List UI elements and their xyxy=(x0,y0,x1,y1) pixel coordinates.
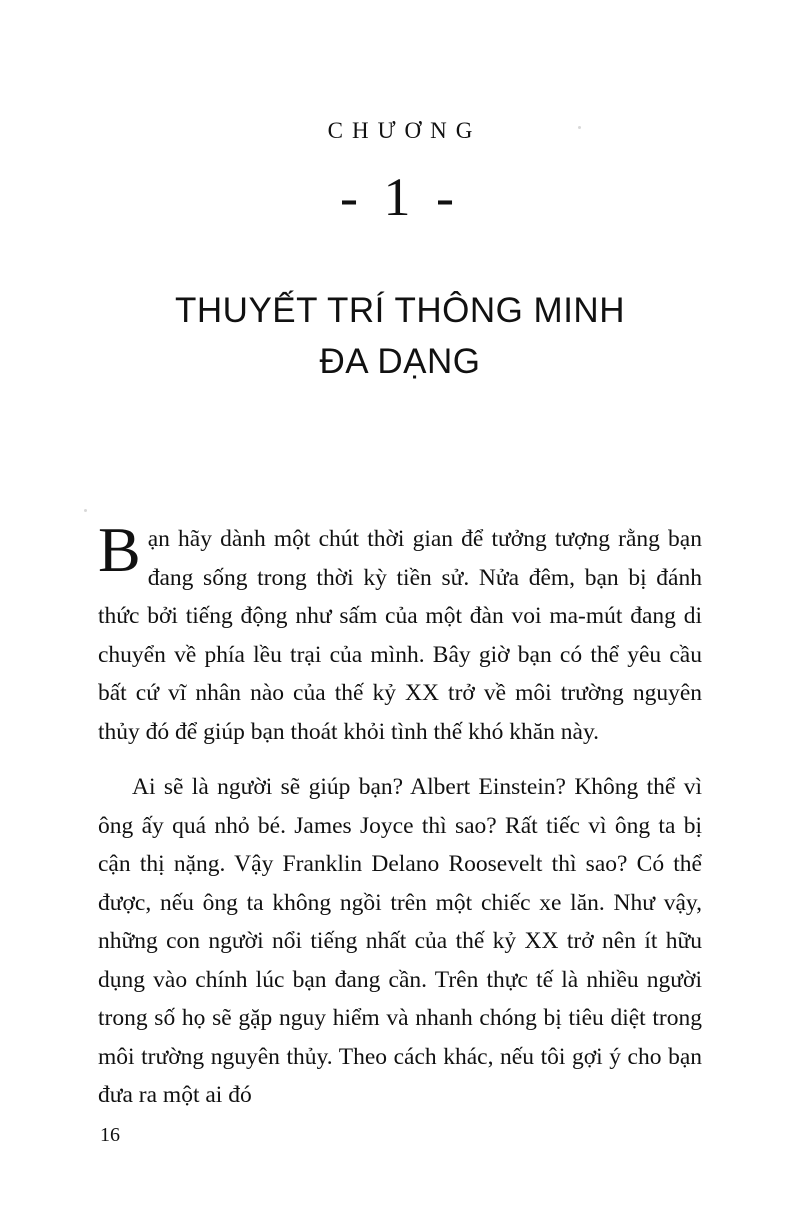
paragraph-first-text: ạn hãy dành một chút thời gian để tưởng tượng rằng bạn đang sống trong thời kỳ tiền sử. Nửa đêm, bạn bị đánh thức bởi tiếng động như sấm của một đàn voi ma-mút đang di chuyển về phía lều trại của mình. Bây giờ bạn có thể yêu cầu bất cứ vĩ nhân nào của thế kỷ XX trở về môi trường nguyên thủy đó để giúp bạn thoát khỏi tình thế khó khăn này. xyxy=(98,526,702,745)
page-number: 16 xyxy=(100,1124,120,1146)
chapter-title-line-1: THUYẾT TRÍ THÔNG MINH xyxy=(175,291,625,330)
chapter-number: - 1 - xyxy=(340,167,460,227)
paragraph-first xyxy=(98,514,702,751)
paragraph-second: Ai sẽ là người sẽ giúp bạn? Albert Einstein? Không thể vì ông ấy quá nhỏ bé. James Joyce thì sao? Rất tiếc vì ông ta bị cận thị nặng. Vậy Franklin Delano Roosevelt thì sao? Có thể được, nếu ông ta không ngồi trên một chiếc xe lăn. Như vậy, những con người nổi tiếng nhất của thế kỷ XX trở nên ít hữu dụng vào chính lúc bạn đang cần. Trên thực tế là nhiều người trong số họ sẽ gặp nguy hiểm và nhanh chóng bị tiêu diệt trong môi trường nguyên thủy. Theo cách khác, nếu tôi gợi ý cho bạn đưa ra một ai đó xyxy=(98,774,702,1108)
page-speck xyxy=(84,509,87,512)
chapter-title-line-2: ĐA DẠNG xyxy=(319,341,481,381)
chapter-label: CHƯƠNG xyxy=(327,118,482,143)
drop-cap: B xyxy=(98,514,141,585)
chapter-heading xyxy=(0,0,800,388)
page-speck xyxy=(578,126,581,129)
page-title xyxy=(0,286,800,388)
body-text xyxy=(98,514,702,1115)
